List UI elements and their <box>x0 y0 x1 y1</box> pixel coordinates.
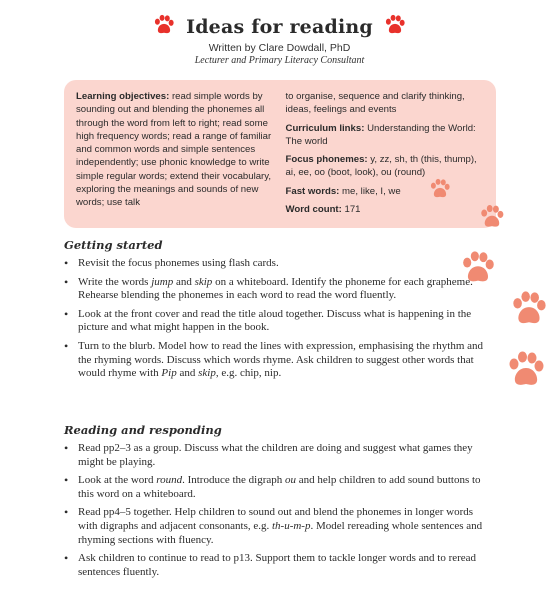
info-right-column <box>286 90 484 220</box>
fast-text: me, like, I, we <box>339 185 401 197</box>
word-count-value: 171 <box>341 204 361 216</box>
section-title-reading-and-responding: Reading and responding <box>64 423 222 437</box>
curriculum-label: Curriculum links: <box>285 122 365 134</box>
paw-print-icon <box>504 350 548 390</box>
title-row <box>0 14 559 40</box>
author-line: Written by Clare Dowdall, PhD <box>208 42 351 54</box>
fast-words <box>286 185 484 198</box>
list-item: • Look at the word round. Introduce the digraph ou and help children to add sound buttons to this word on a whiteboard. <box>64 474 484 501</box>
learning-objectives-text: read simple words by sounding out and blending the phonemes all through the word from left to right; read some high frequency words; read a range of familiar and common words and simple sentences independently; use phonic knowledge to write simple regular words; extend their vocabulary, exploring the meanings and sounds of new words; use talk <box>76 91 272 209</box>
word-count-label: Word count: <box>285 204 342 216</box>
learning-objectives-continued: to organise, sequence and clarify thinking, ideas, feelings and events <box>285 91 465 116</box>
info-box <box>64 80 496 228</box>
author-role: Lecturer and Primary Literacy Consultant <box>194 55 365 66</box>
learning-objectives-label: Learning objectives: <box>76 91 170 102</box>
paw-print-icon <box>383 14 407 40</box>
list-item: • Look at the front cover and read the title aloud together. Discuss what is happening in the picture and what might happen in the book. <box>64 308 484 335</box>
getting-started-list <box>64 257 484 386</box>
list-item: • Turn to the blurb. Model how to read the lines with expression, emphasising the rhythm and the rhyming words. Discuss which words rhyme. Ask children to suggest other words that would rhyme with Pip and skip, e.g. chip, nip. <box>64 340 484 381</box>
list-item: • Write the words jump and skip on a whiteboard. Identify the phoneme for each grapheme. Rehearse blending the phonemes in each word to read the word fluently. <box>64 276 484 303</box>
focus-label: Focus phonemes: <box>285 154 368 166</box>
curriculum-text: Understanding the World: The world <box>285 122 476 147</box>
curriculum-links <box>286 122 484 149</box>
focus-phonemes <box>286 153 484 180</box>
info-left-column <box>76 90 272 220</box>
paw-print-icon <box>508 290 550 328</box>
paw-print-icon <box>428 178 452 200</box>
page-header <box>0 14 559 66</box>
section-title-getting-started: Getting started <box>64 238 163 252</box>
list-item: • Ask children to continue to read to p13. Support them to tackle longer words and to reread sentences fluently. <box>64 552 484 579</box>
page-title: Ideas for reading <box>186 16 373 38</box>
focus-text: y, zz, sh, th (this, thump), ai, ee, oo (boot, look), ou (round) <box>285 154 477 179</box>
paw-print-icon <box>152 14 176 40</box>
list-item: • Read pp4–5 together. Help children to sound out and blend the phonemes in longer words with digraphs and adjacent consonants, e.g. th-u-m-p. Model rereading whole sentences and rhyming sections with fluency. <box>64 506 484 547</box>
reading-list <box>64 442 484 584</box>
paw-print-icon <box>478 204 506 230</box>
fast-label: Fast words: <box>285 185 340 197</box>
list-item: • Revisit the focus phonemes using flash cards. <box>64 257 484 271</box>
word-count <box>286 203 484 216</box>
list-item: • Read pp2–3 as a group. Discuss what the children are doing and suggest what games they might be playing. <box>64 442 484 469</box>
